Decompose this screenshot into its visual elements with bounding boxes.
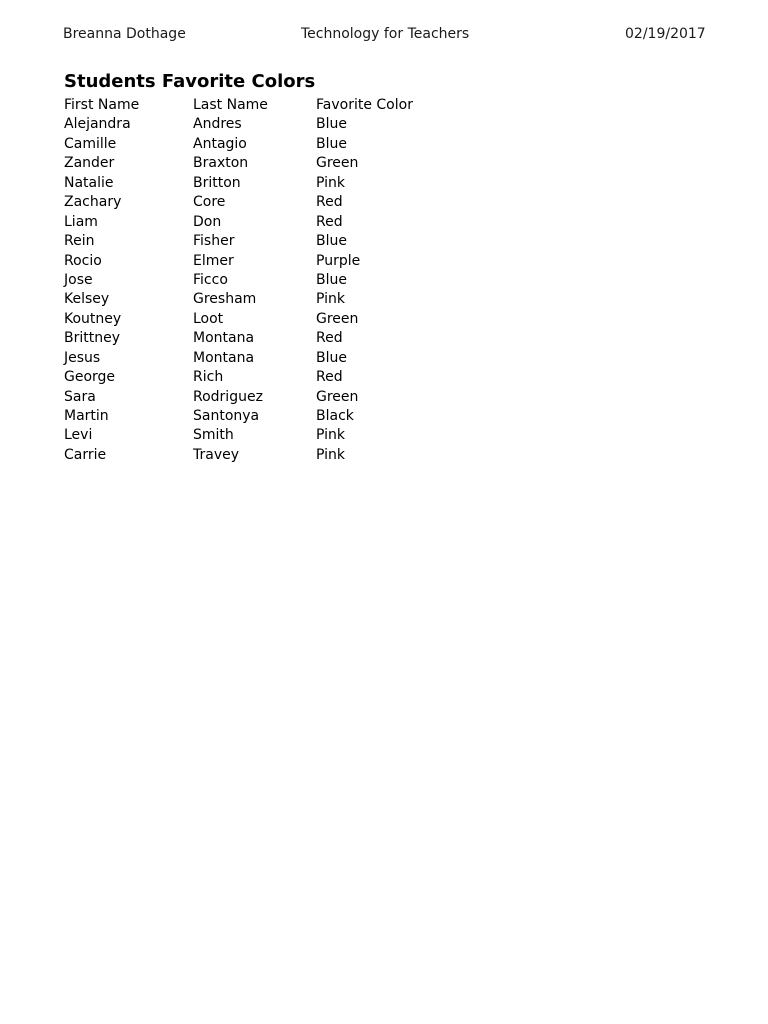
column-header-favorite-color: Favorite Color	[316, 97, 413, 113]
favorite-color-cell: Blue	[316, 349, 347, 366]
header-author: Breanna Dothage	[63, 26, 186, 42]
last-name-cell: Elmer	[193, 252, 234, 269]
favorite-color-cell: Pink	[316, 291, 346, 308]
first-name-cell: Liam	[64, 213, 98, 230]
first-name-cell: Levi	[64, 427, 93, 444]
first-name-cell: Natalie	[64, 174, 114, 191]
last-name-cell: Andres	[193, 116, 242, 133]
favorite-color-cell: Blue	[316, 271, 347, 288]
first-name-cell: Martin	[64, 408, 109, 424]
last-name-cell: Montana	[193, 349, 255, 366]
header-course: Technology for Teachers	[301, 26, 470, 42]
favorite-color-cell: Blue	[316, 116, 347, 133]
first-name-cell: Zachary	[64, 194, 122, 211]
favorite-color-cell: Red	[316, 369, 343, 386]
favorite-color-cell: Red	[316, 213, 343, 230]
first-name-cell: Rocio	[64, 252, 102, 269]
last-name-cell: Gresham	[193, 291, 257, 308]
last-name-cell: Britton	[193, 174, 241, 191]
last-name-cell: Braxton	[193, 155, 249, 172]
last-name-cell: Smith	[193, 427, 234, 444]
favorite-color-cell: Green	[316, 388, 359, 405]
first-name-cell: Kelsey	[64, 291, 110, 308]
first-name-cell: Koutney	[64, 310, 122, 327]
favorite-color-cell: Pink	[316, 427, 346, 444]
last-name-cell: Loot	[193, 310, 224, 327]
page-title: Students Favorite Colors	[64, 71, 316, 92]
last-name-cell: Montana	[193, 330, 255, 347]
favorite-color-cell: Red	[316, 194, 343, 211]
first-name-cell: George	[64, 369, 116, 386]
last-name-cell: Fisher	[193, 233, 235, 250]
favorite-color-cell: Blue	[316, 233, 347, 250]
last-name-cell: Rodriguez	[193, 388, 263, 405]
column-header-last-name: Last Name	[193, 97, 268, 113]
last-name-cell: Travey	[193, 446, 240, 463]
favorite-color-cell: Purple	[316, 252, 361, 269]
favorite-color-cell: Green	[316, 310, 359, 327]
last-name-cell: Rich	[193, 369, 224, 386]
last-name-cell: Don	[193, 213, 222, 230]
first-name-cell: Alejandra	[64, 116, 131, 133]
favorite-color-cell: Green	[316, 155, 359, 172]
header-date: 02/19/2017	[625, 26, 706, 42]
last-name-cell: Ficco	[193, 271, 228, 288]
first-name-cell: Brittney	[64, 330, 120, 347]
favorite-color-cell: Pink	[316, 446, 346, 463]
first-name-cell: Sara	[64, 388, 96, 405]
last-name-cell: Antagio	[193, 135, 247, 152]
favorite-color-cell: Pink	[316, 174, 346, 191]
column-header-first-name: First Name	[64, 97, 140, 113]
favorite-color-cell: Black	[316, 408, 354, 424]
first-name-cell: Camille	[64, 135, 117, 152]
favorite-color-cell: Red	[316, 330, 343, 347]
first-name-cell: Rein	[64, 233, 95, 250]
favorite-color-cell: Blue	[316, 135, 347, 152]
last-name-cell: Core	[193, 194, 226, 211]
first-name-cell: Jesus	[64, 349, 101, 366]
first-name-cell: Carrie	[64, 446, 107, 463]
first-name-cell: Zander	[64, 155, 115, 172]
first-name-cell: Jose	[64, 271, 93, 288]
last-name-cell: Santonya	[193, 408, 260, 424]
